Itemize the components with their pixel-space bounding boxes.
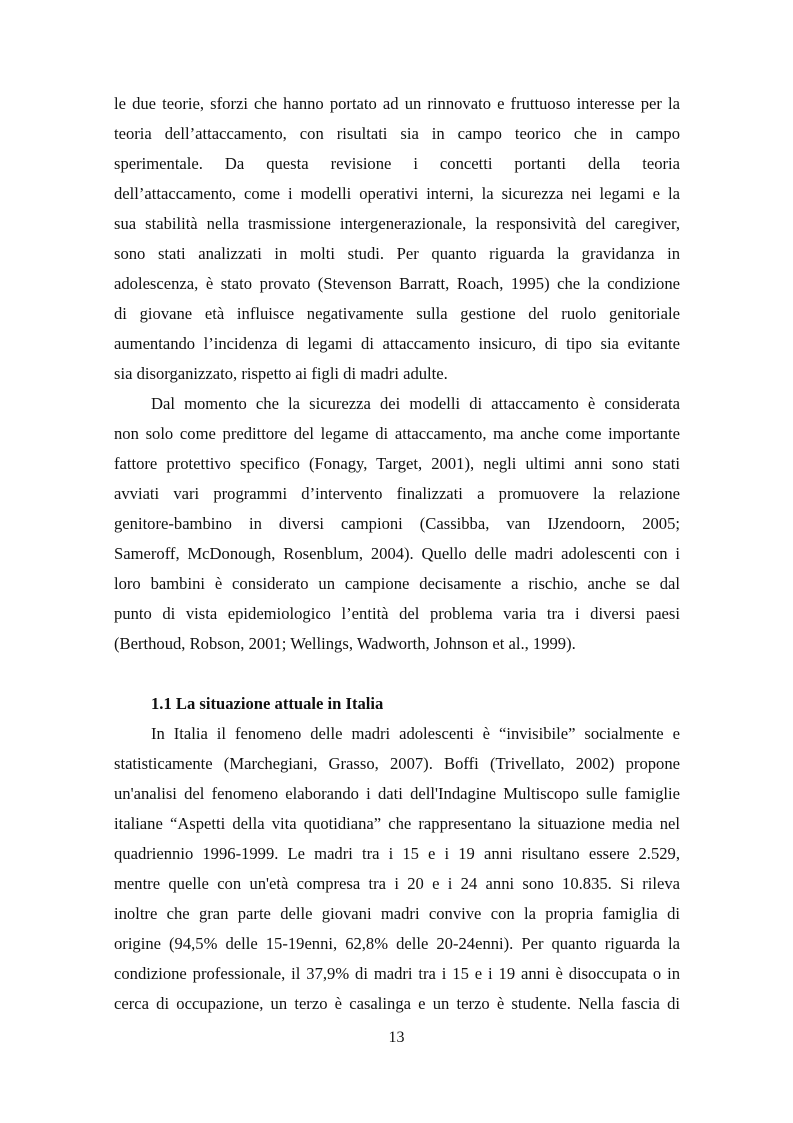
- paragraph-intervention-programs: [114, 389, 680, 659]
- text-line: non solo come predittore del legame di attaccamento, ma anche come importante: [114, 424, 680, 443]
- text-line: di giovane età influisce negativamente sulla gestione del ruolo genitoriale: [114, 304, 680, 323]
- text-line: quadriennio 1996-1999. Le madri tra i 15 e i 19 anni risultano essere 2.529,: [114, 844, 680, 863]
- text-line: (Berthoud, Robson, 2001; Wellings, Wadworth, Johnson et al., 1999).: [114, 634, 576, 653]
- text-line: sia disorganizzato, rispetto ai figli di madri adulte.: [114, 364, 448, 383]
- paragraph-italy-situation: [114, 719, 680, 1019]
- text-line: dell’attaccamento, come i modelli operativi interni, la sicurezza nei legami e la: [114, 184, 680, 203]
- text-line: adolescenza, è stato provato (Stevenson Barratt, Roach, 1995) che la condizione: [114, 274, 680, 293]
- text-line: italiane “Aspetti della vita quotidiana” che rappresentano la situazione media nel: [114, 814, 680, 833]
- section-heading: 1.1 La situazione attuale in Italia: [151, 694, 384, 713]
- text-line: Dal momento che la sicurezza dei modelli di attaccamento è considerata: [151, 394, 680, 413]
- text-line: condizione professionale, il 37,9% di madri tra i 15 e i 19 anni è disoccupata o in: [114, 964, 680, 983]
- text-line: aumentando l’incidenza di legami di attaccamento insicuro, di tipo sia evitante: [114, 334, 680, 353]
- text-line: sperimentale. Da questa revisione i concetti portanti della teoria: [114, 154, 680, 173]
- page-number: 13: [388, 1029, 405, 1046]
- text-line: sono stati analizzati in molti studi. Per quanto riguarda la gravidanza in: [114, 244, 680, 263]
- text-line: teoria dell’attaccamento, con risultati sia in campo teorico che in campo: [114, 124, 680, 143]
- text-line: inoltre che gran parte delle giovani madri convive con la propria famiglia di: [114, 904, 680, 923]
- text-line: origine (94,5% delle 15-19enni, 62,8% delle 20-24enni). Per quanto riguarda la: [114, 934, 680, 953]
- text-line: In Italia il fenomeno delle madri adolescenti è “invisibile” socialmente e: [151, 724, 680, 743]
- paragraph-attachment-theory: [114, 89, 680, 389]
- text-line: loro bambini è considerato un campione decisamente a rischio, anche se dal: [114, 574, 680, 593]
- text-line: avviati vari programmi d’intervento finalizzati a promuovere la relazione: [114, 484, 680, 503]
- text-line: fattore protettivo specifico (Fonagy, Target, 2001), negli ultimi anni sono stati: [114, 454, 680, 473]
- text-line: mentre quelle con un'età compresa tra i 20 e i 24 anni sono 10.835. Si rileva: [114, 874, 680, 893]
- text-line: cerca di occupazione, un terzo è casalinga e un terzo è studente. Nella fascia di: [114, 994, 680, 1013]
- text-line: punto di vista epidemiologico l’entità del problema varia tra i diversi paesi: [114, 604, 680, 623]
- text-line: Sameroff, McDonough, Rosenblum, 2004). Quello delle madri adolescenti con i: [114, 544, 680, 563]
- text-line: statisticamente (Marchegiani, Grasso, 2007). Boffi (Trivellato, 2002) propone: [114, 754, 680, 773]
- text-line: le due teorie, sforzi che hanno portato ad un rinnovato e fruttuoso interesse per la: [114, 94, 680, 113]
- text-line: un'analisi del fenomeno elaborando i dati dell'Indagine Multiscopo sulle famiglie: [114, 784, 680, 803]
- text-line: sua stabilità nella trasmissione intergenerazionale, la responsività del caregiver,: [114, 214, 680, 233]
- text-line: genitore-bambino in diversi campioni (Cassibba, van IJzendoorn, 2005;: [114, 514, 680, 533]
